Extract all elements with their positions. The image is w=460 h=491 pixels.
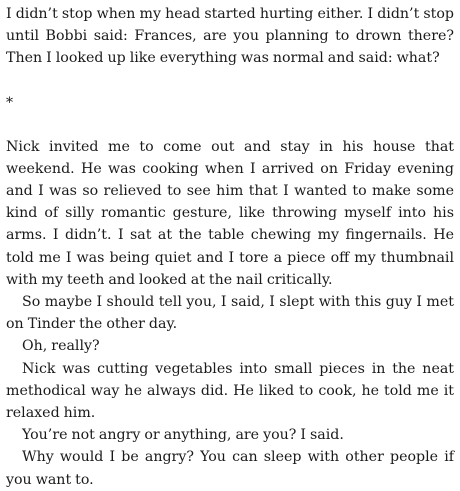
paragraph: Oh, really?	[22, 338, 100, 355]
paragraph: So maybe I should tell you, I said, I slept with this guy I met on Tinder the other day.	[6, 294, 454, 333]
paragraph: Nick invited me to come out and stay in his house that weekend. He was cooking when I arrived on Friday evening and I was so relieved to see him that I wanted to make some kind of silly romantic gesture, like throwing myself into his arms. I didn’t. I sat at the table chewing my fingernails. He told me I was being quiet and I tore a piece off my thumbnail with my teeth and looked at the nail critically.	[6, 138, 454, 288]
paragraph: Why would I be angry? You can sleep with other people if you want to.	[6, 449, 454, 488]
paragraph: You’re not angry or anything, are you? I said.	[22, 427, 344, 444]
section-break: *	[6, 94, 14, 111]
paragraph: Nick was cutting vegetables into small pieces in the neat methodical way he always did. He liked to cook, he told me it relaxed him.	[6, 360, 454, 422]
book-page	[6, 3, 454, 491]
paragraph: I didn’t stop when my head started hurting either. I didn’t stop until Bobbi said: Frances, are you planning to drown there? Then I looked up like everything was normal and said: what?	[6, 6, 454, 67]
